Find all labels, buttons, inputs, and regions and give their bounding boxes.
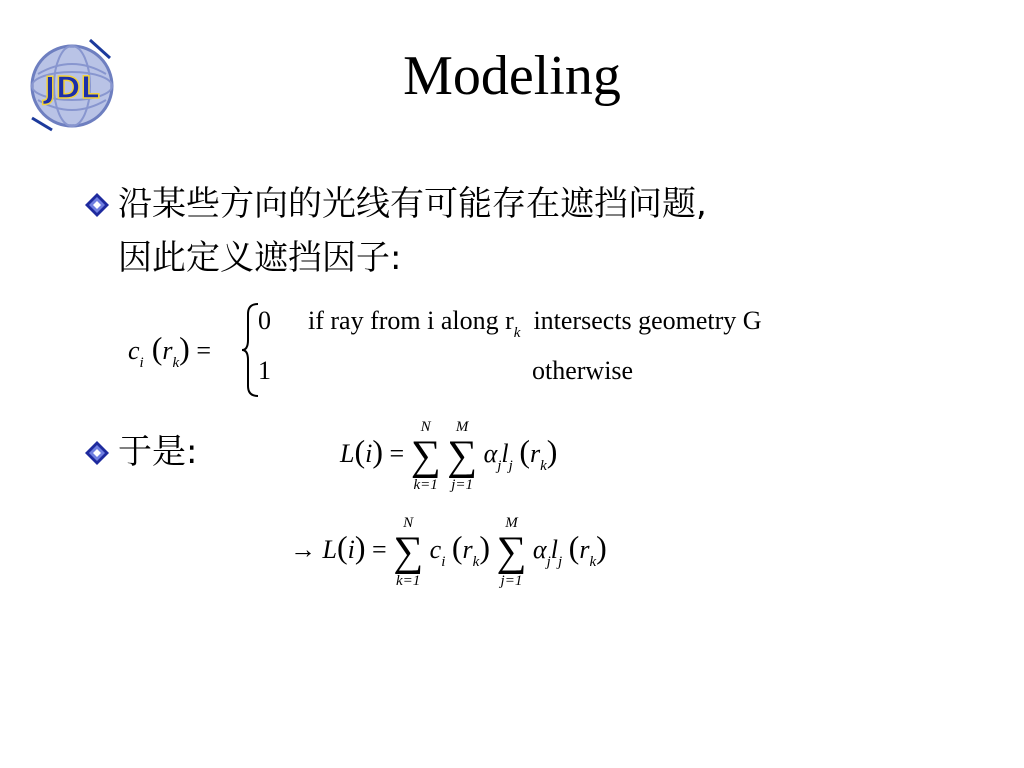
bullet-2-text: 于是: — [118, 432, 198, 472]
diamond-bullet-icon — [84, 440, 110, 466]
diamond-bullet-icon — [84, 192, 110, 218]
sum-over-k: N ∑ k=1 — [393, 515, 424, 589]
sum-over-j: M ∑ j=1 — [496, 515, 527, 589]
radiance-with-occlusion-equation: → L(i) = N ∑ k=1 $c_i$ $(r_k)$ M ∑ j=1 $\alpha_jl_j$ $(r_k)$ — [290, 515, 607, 589]
sum-over-j: M ∑ j=1 — [447, 419, 478, 493]
occlusion-factor-lhs: $c_i$ $(r_k)$ = — [128, 330, 211, 371]
case-1-condition: if ray from i along $r_k$ intersects geometry G — [308, 306, 762, 341]
slide-title: Modeling — [403, 45, 621, 107]
case-2-condition: otherwise — [532, 356, 634, 385]
bullet-1-line-2: 因此定义遮挡因子: — [118, 238, 402, 278]
bullet-1-line-1: 沿某些方向的光线有可能存在遮挡问题, — [118, 184, 707, 224]
case-2-value: 1 — [258, 356, 271, 385]
left-brace-icon — [240, 300, 260, 400]
radiance-equation: L(i) = N ∑ k=1 M ∑ j=1 $\alpha_jl_j$ $(r_k)$ — [340, 419, 558, 493]
svg-text:JDL: JDL — [44, 71, 100, 106]
case-1-value: 0 — [258, 306, 271, 335]
sum-over-k: N ∑ k=1 — [410, 419, 441, 493]
